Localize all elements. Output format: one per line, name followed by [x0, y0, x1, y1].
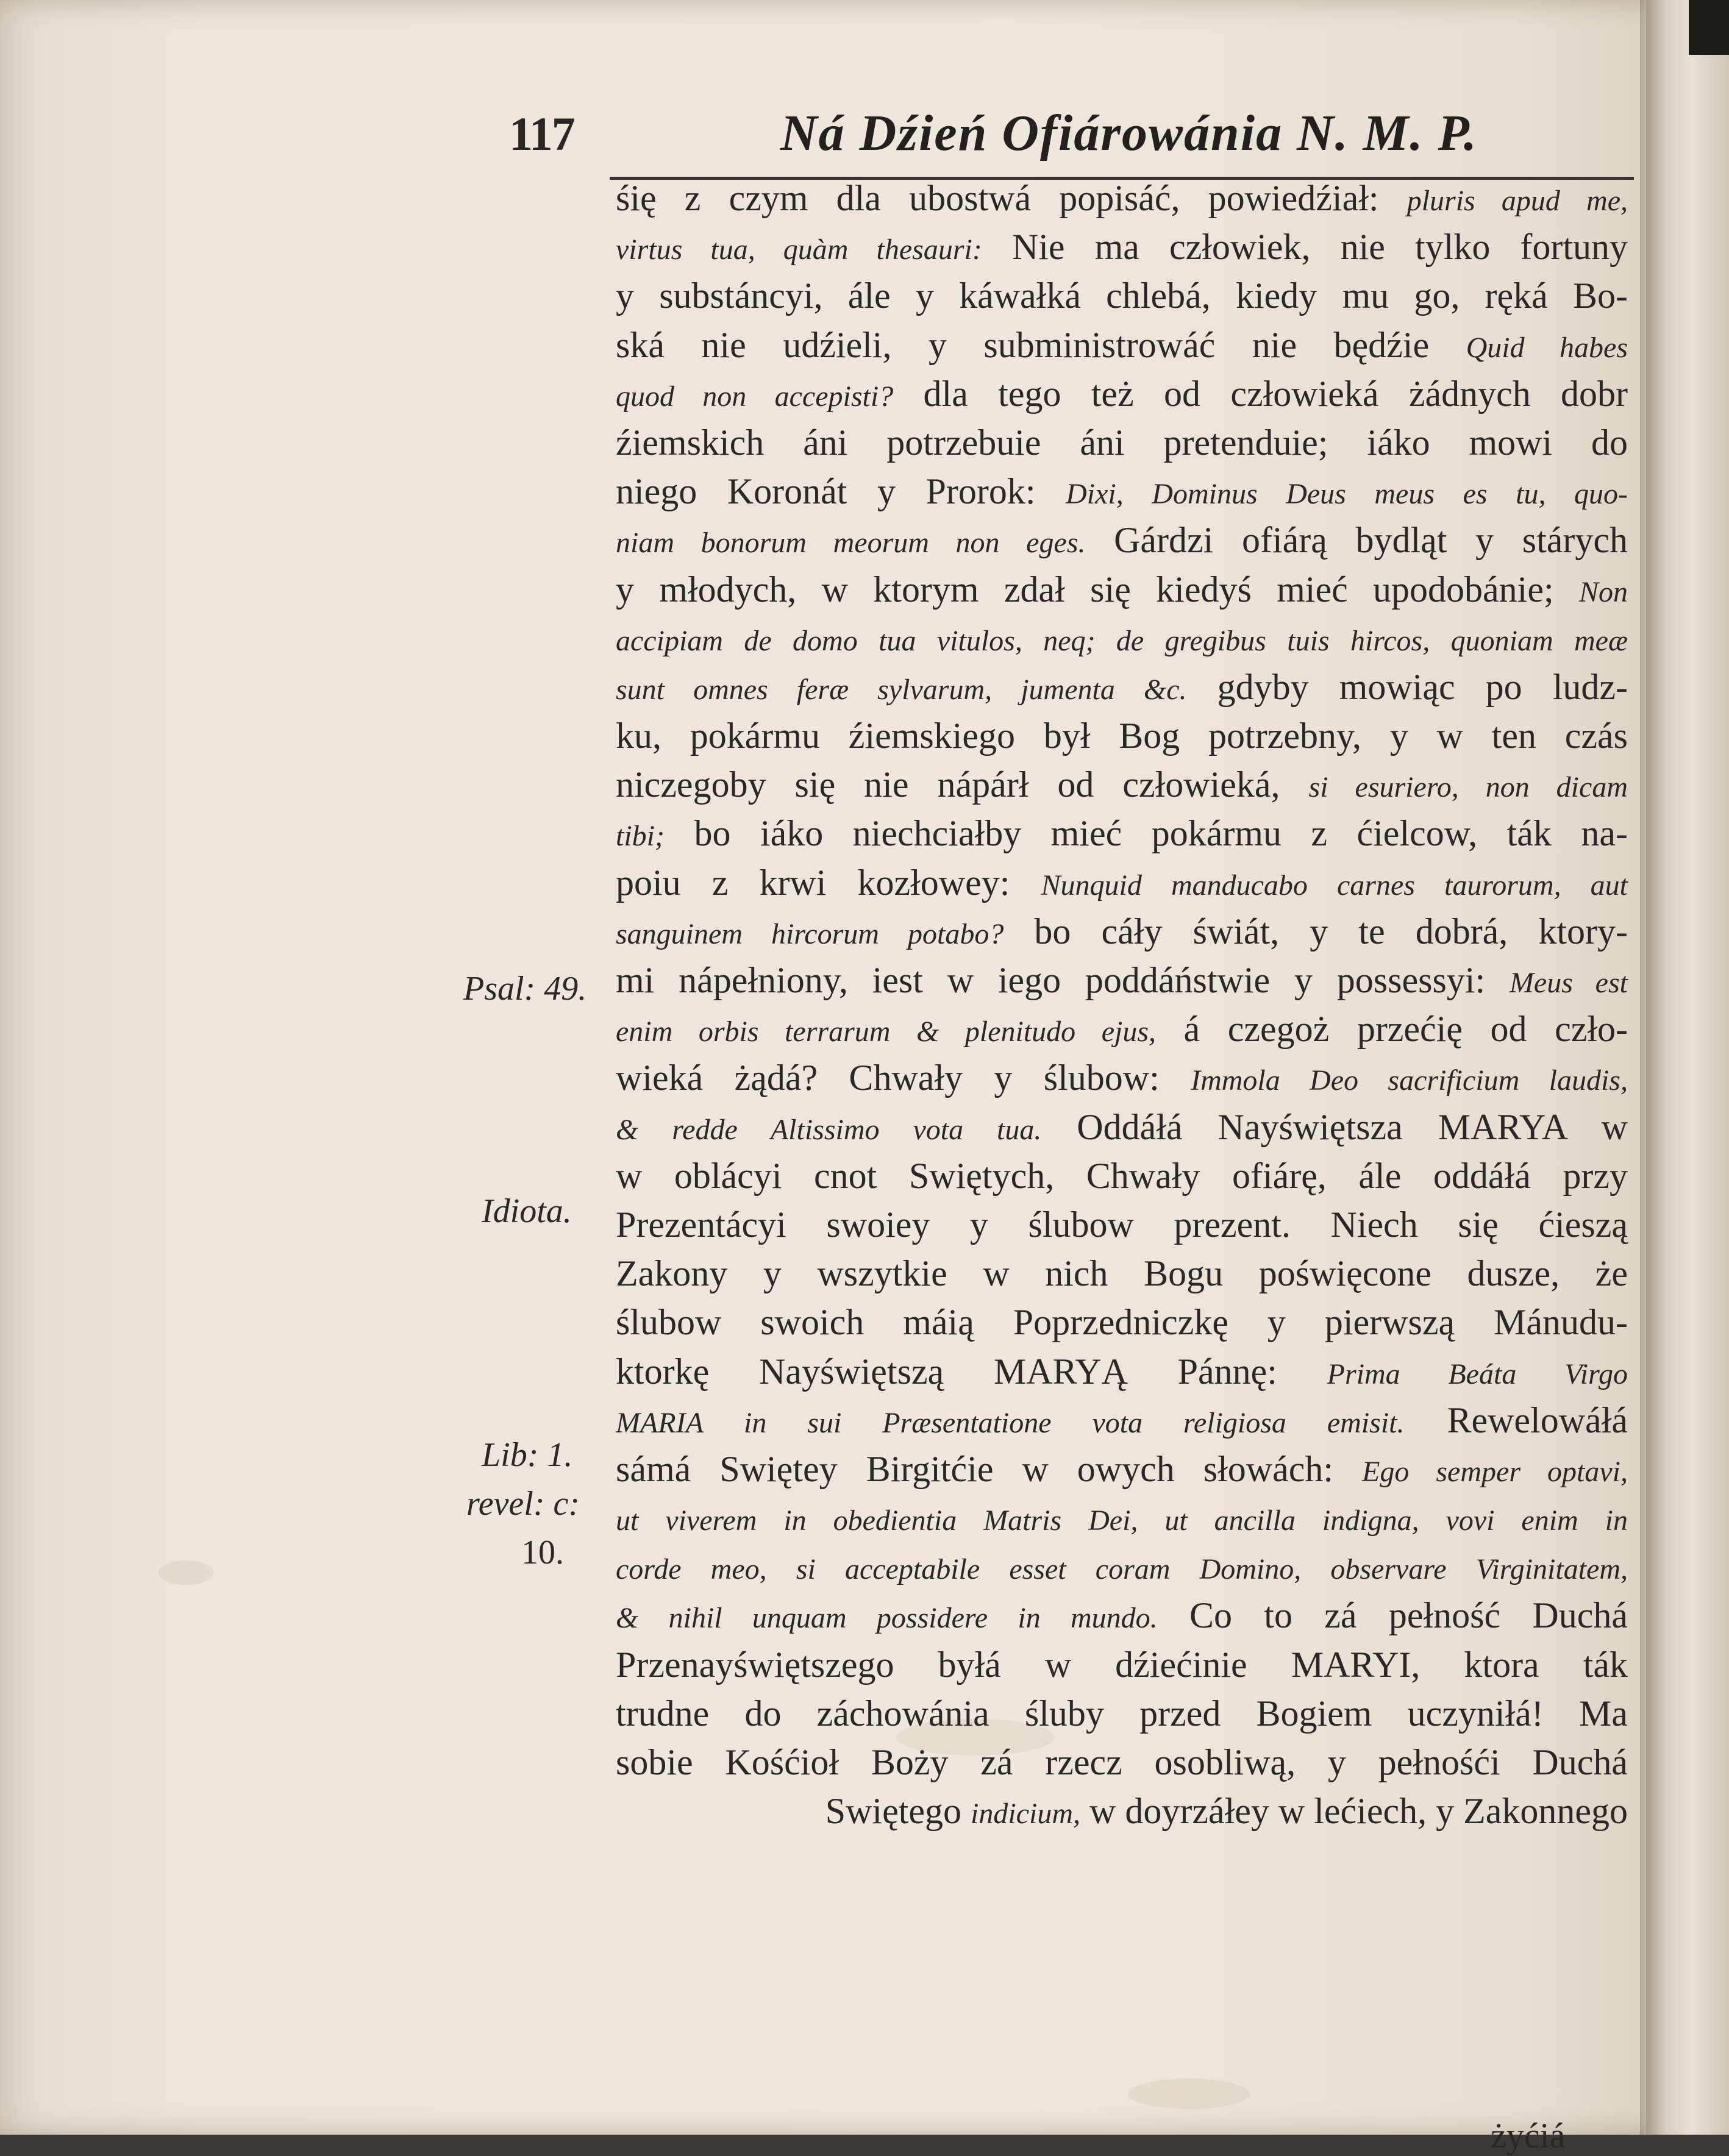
latin-quotation: accipiam de domo tua vitulos, neq; de gregibus tuis hircos, quoniam meæ: [616, 624, 1628, 657]
text-line: [616, 1493, 1628, 1542]
text-line: [616, 467, 1628, 516]
margin-note-psalm: Psal: 49.: [463, 970, 587, 1008]
latin-quotation: Prima Beáta Virgo: [1327, 1357, 1628, 1390]
latin-quotation: virtus tua, quàm thesauri:: [616, 233, 982, 266]
polish-text: mi nápełniony, iest w iego poddáństwie y possessyi:: [616, 960, 1510, 1000]
polish-text: Nie ma człowiek, nie tylko fortuny: [982, 227, 1628, 268]
latin-quotation: tibi;: [616, 820, 665, 853]
margin-note-chapter: 10.: [521, 1534, 564, 1571]
running-title: Ná Dźień Ofiárowánia N. M. P.: [780, 105, 1478, 162]
polish-text: źiemskich áni potrzebuie áni pretenduie; iáko mowi do: [616, 422, 1628, 463]
text-line: [616, 222, 1628, 271]
next-page-edge: [1646, 0, 1729, 2135]
text-line: [616, 174, 1628, 222]
text-line: [616, 271, 1628, 320]
text-line: [616, 1787, 1628, 1835]
polish-text: Rewelowáłá: [1404, 1400, 1628, 1440]
latin-quotation: indicium,: [971, 1798, 1081, 1830]
polish-text: bo cáły świát, y te dobrá, ktory-: [1004, 911, 1628, 952]
text-line: [616, 1005, 1628, 1053]
polish-text: Przenayświętszego byłá w dźiećinie MARYI, ktora ták: [616, 1644, 1628, 1685]
text-line: [616, 1200, 1628, 1249]
text-line: [616, 418, 1628, 467]
polish-text: śię z czym dla ubostwá popisáć, powiedźiał:: [616, 178, 1407, 218]
latin-quotation: enim orbis terrarum & plenitudo ejus,: [616, 1016, 1157, 1048]
text-line: [616, 1053, 1628, 1102]
latin-quotation: si esuriero, non dicam: [1308, 771, 1628, 804]
polish-text: ku, pokármu źiemskiego był Bog potrzebny, y w ten czás: [616, 716, 1628, 756]
latin-quotation: niam bonorum meorum non eges.: [616, 527, 1086, 560]
latin-quotation: sunt omnes feræ sylvarum, jumenta &c.: [616, 673, 1187, 706]
paper-stain: [1128, 2079, 1250, 2109]
text-line: [616, 1151, 1628, 1200]
margin-note-idiota: Idiota.: [482, 1192, 572, 1230]
polish-text: á czegoż przećię od czło-: [1156, 1009, 1628, 1050]
polish-text: Co to zá pełność Duchá: [1157, 1595, 1628, 1636]
text-line: [616, 1103, 1628, 1151]
text-line: [616, 1298, 1628, 1347]
polish-text: dla tego też od człowieká żádnych dobr: [893, 373, 1628, 414]
text-line: [616, 614, 1628, 663]
polish-text: ślubow swoich máią Poprzedniczkę y pierwszą Mánudu-: [616, 1302, 1628, 1343]
text-line: [616, 663, 1628, 711]
polish-text: w oblácyi cnot Swiętych, Chwały ofiárę, ále oddáłá przy: [616, 1155, 1628, 1196]
text-line: [616, 565, 1628, 614]
margin-note-revelation: revel: c:: [466, 1485, 580, 1523]
latin-quotation: corde meo, si acceptabile esset coram Domino, observare Virginitatem,: [616, 1553, 1628, 1586]
text-line: [616, 1640, 1628, 1689]
text-line: [616, 858, 1628, 907]
text-line: [616, 369, 1628, 418]
polish-text: niczegoby się nie nápárł od człowieká,: [616, 764, 1309, 805]
text-line: [616, 1249, 1628, 1298]
latin-quotation: & redde Altissimo vota tua.: [616, 1113, 1042, 1146]
latin-quotation: quod non accepisti?: [616, 380, 894, 413]
polish-text: bo iáko niechciałby mieć pokármu z ćielcow, ták na-: [665, 813, 1628, 854]
polish-text: sobie Kośćioł Boży zá rzecz osobliwą, y pełnośći Duchá: [616, 1742, 1628, 1782]
text-line: [616, 711, 1628, 760]
latin-quotation: Immola Deo sacrificium laudis,: [1191, 1064, 1628, 1097]
text-line: [616, 1689, 1628, 1738]
page-number: 117: [509, 107, 574, 160]
polish-text: niego Koronát y Prorok:: [616, 471, 1066, 512]
polish-text: sámá Swiętey Birgitćie w owych słowách:: [616, 1448, 1363, 1489]
text-line: [616, 1738, 1628, 1787]
polish-text: Gárdzi ofiárą bydląt y stárych: [1085, 520, 1628, 561]
latin-quotation: & nihil unquam possidere in mundo.: [616, 1602, 1158, 1635]
polish-text: Zakony y wszytkie w nich Bogu poświęcone dusze, że: [616, 1253, 1628, 1294]
latin-quotation: Non: [1578, 575, 1628, 608]
margin-note-liber: Lib: 1.: [482, 1436, 573, 1474]
latin-quotation: Ego semper optavi,: [1362, 1455, 1628, 1488]
text-line: [616, 1347, 1628, 1396]
polish-text: poiu z krwi kozłowey:: [616, 862, 1041, 903]
polish-text: w doyrzáłey w lećiech, y Zakonnego: [1080, 1791, 1628, 1832]
polish-text: ská nie udźieli, y subministrowáć nie będźie: [616, 324, 1466, 365]
body-text: [616, 174, 1628, 1835]
polish-text: gdyby mowiąc po ludz-: [1186, 666, 1628, 707]
text-line: [616, 1591, 1628, 1640]
text-line: [616, 1396, 1628, 1445]
polish-text: wieká żądá? Chwały y ślubow:: [616, 1058, 1191, 1098]
latin-quotation: Dixi, Dominus Deus meus es tu, quo-: [1066, 478, 1628, 511]
latin-quotation: Quid habes: [1466, 331, 1628, 364]
text-line: [616, 809, 1628, 858]
polish-text: Swiętego: [825, 1791, 971, 1832]
text-line: [616, 1445, 1628, 1493]
polish-text: y młodych, w ktorym zdał się kiedyś mieć upodobánie;: [616, 569, 1579, 610]
catchword: żyćiá: [1491, 2116, 1566, 2155]
text-line: [616, 1542, 1628, 1591]
text-line: [616, 516, 1628, 564]
text-line: [616, 760, 1628, 809]
text-line: [616, 956, 1628, 1005]
polish-text: Prezentácyi swoiey y ślubow prezent. Niech się ćieszą: [616, 1204, 1628, 1245]
polish-text: trudne do záchowánia śluby przed Bogiem uczyniłá! Ma: [616, 1693, 1628, 1734]
latin-quotation: Nunquid manducabo carnes taurorum, aut: [1041, 869, 1628, 902]
latin-quotation: sanguinem hircorum potabo?: [616, 917, 1004, 950]
latin-quotation: Meus est: [1509, 967, 1628, 999]
latin-quotation: ut viverem in obedientia Matris Dei, ut ancilla indigna, vovi enim in: [616, 1504, 1628, 1537]
polish-text: ktorkę Nayświętszą MARYĄ Pánnę:: [616, 1351, 1327, 1392]
latin-quotation: pluris apud me,: [1406, 185, 1628, 217]
latin-quotation: MARIA in sui Præsentatione vota religiosa emisit.: [616, 1406, 1405, 1439]
background-corner: [1689, 0, 1729, 55]
paper-stain: [159, 1560, 213, 1585]
polish-text: Oddáłá Nayświętsza MARYA w: [1041, 1106, 1628, 1147]
text-line: [616, 907, 1628, 956]
text-line: [616, 321, 1628, 369]
polish-text: y substáncyi, ále y káwałká chlebá, kiedy mu go, ręká Bo-: [616, 276, 1628, 316]
